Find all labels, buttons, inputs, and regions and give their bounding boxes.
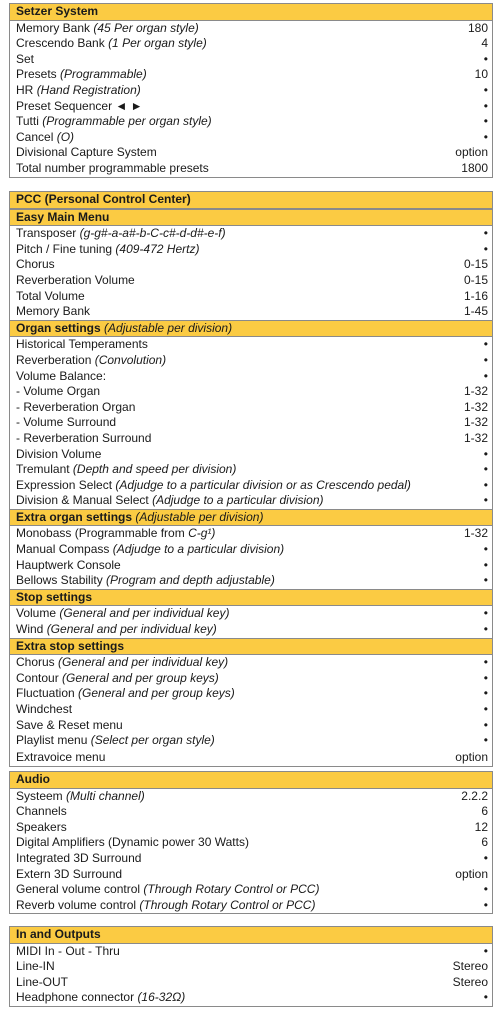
spec-value: •: [483, 82, 488, 97]
spec-list: [10, 789, 492, 914]
label-text: Extern 3D Surround: [16, 866, 123, 881]
spec-label: [16, 622, 217, 638]
spec-value: 1-16: [463, 288, 488, 303]
spec-label: [16, 447, 101, 463]
spec-row: [10, 804, 492, 820]
spec-value: •: [483, 702, 488, 716]
spec-row: [10, 99, 492, 115]
label-text: Save & Reset menu: [16, 717, 123, 732]
label-text: Reverberation: [16, 352, 92, 367]
spec-row: [10, 990, 492, 1006]
spec-value: •: [483, 337, 488, 352]
label-text: Cancel: [16, 129, 54, 144]
spec-label: [16, 606, 229, 622]
spec-row: [10, 478, 492, 494]
spec-row: [10, 820, 492, 836]
spec-value: •: [483, 717, 488, 732]
label-text: Reverb volume control: [16, 897, 137, 912]
label-text: Windchest: [16, 702, 73, 716]
spec-row: [10, 462, 492, 478]
spec-value: •: [483, 462, 488, 477]
spec-label: [16, 835, 249, 851]
label-text: Extra organ settings: [16, 509, 133, 524]
label-text: Total number programmable presets: [16, 160, 209, 175]
subsection-title: [16, 210, 109, 226]
spec-row: [10, 622, 492, 638]
label-note: (Adjudge to a particular division): [112, 542, 285, 557]
spec-value: option: [455, 749, 488, 764]
spec-label: [16, 558, 121, 574]
label-note: (Adjustable per division): [104, 320, 233, 335]
spec-value: 6: [481, 835, 488, 850]
section-in-and-outputs: [9, 926, 493, 1007]
spec-value: 12: [474, 819, 488, 834]
spec-row: [10, 114, 492, 130]
spec-label: [16, 384, 100, 400]
label-note: (General and per individual key): [46, 622, 217, 637]
label-text: Division & Manual Select: [16, 493, 149, 508]
label-text: Volume: [16, 606, 57, 621]
spec-label: [16, 990, 185, 1006]
label-text: Historical Temperaments: [16, 337, 148, 352]
spec-label: [16, 431, 151, 447]
subsection-title: [16, 321, 232, 337]
label-note: (Multi channel): [66, 788, 145, 803]
spec-row: [10, 573, 492, 589]
label-note: (1 Per organ style): [108, 36, 207, 51]
spec-row: [10, 369, 492, 385]
spec-row: [10, 273, 492, 289]
spec-row: [10, 304, 492, 320]
spec-row: [10, 289, 492, 305]
spec-value: Stereo: [452, 959, 488, 974]
spec-row: [10, 944, 492, 960]
label-note: (Depth and speed per division): [72, 462, 237, 477]
label-text: Digital Amplifiers (Dynamic power 30 Watts): [16, 835, 249, 850]
spec-label: [16, 52, 34, 68]
spec-value: •: [483, 882, 488, 897]
spec-row: [10, 882, 492, 898]
label-text: Chorus: [16, 257, 55, 272]
spec-value: •: [483, 606, 488, 621]
spec-row: [10, 655, 492, 671]
spec-label: [16, 671, 219, 687]
spec-value: 1-45: [463, 304, 488, 319]
label-text: Fluctuation: [16, 686, 75, 701]
label-text: Preset Sequencer ◄ ►: [16, 98, 143, 113]
label-text: Pitch / Fine tuning: [16, 241, 113, 256]
label-text: Expression Select: [16, 477, 113, 492]
spec-label: [16, 353, 166, 369]
label-note: (O): [56, 129, 75, 144]
spec-value: 1-32: [463, 526, 488, 541]
label-text: Channels: [16, 804, 67, 819]
spec-value: •: [483, 897, 488, 912]
spec-label: [16, 789, 145, 805]
spec-label: [16, 99, 142, 115]
spec-label: [16, 242, 199, 258]
spec-row: [10, 526, 492, 542]
spec-value: Stereo: [452, 974, 488, 989]
spec-label: [16, 400, 135, 416]
spec-label: [16, 369, 106, 385]
label-text: Total Volume: [16, 288, 85, 303]
spec-label: [16, 114, 212, 130]
spec-value: •: [483, 622, 488, 637]
section-title: Audio: [16, 772, 50, 786]
spec-row: [10, 36, 492, 52]
subsection-title: [16, 510, 263, 526]
spec-value: 10: [474, 67, 488, 82]
label-text: Divisional Capture System: [16, 145, 157, 160]
label-note: (45 Per organ style): [93, 20, 199, 35]
spec-list: [10, 209, 492, 766]
spec-row: [10, 867, 492, 883]
spec-value: •: [483, 670, 488, 685]
spec-row: [10, 242, 492, 258]
subsection-header: [10, 638, 492, 656]
spec-label: [16, 733, 215, 749]
spec-row: [10, 447, 492, 463]
spec-label: [16, 226, 226, 242]
section-header: [10, 927, 492, 944]
spec-label: [16, 702, 72, 718]
label-text: Chorus: [16, 655, 55, 670]
section-header: [10, 4, 492, 21]
spec-row: [10, 702, 492, 718]
section-audio: [9, 771, 493, 914]
label-text: Crescendo Bank: [16, 36, 105, 51]
spec-row: [10, 975, 492, 991]
spec-row: [10, 686, 492, 702]
spec-value: 1-32: [463, 415, 488, 430]
spec-value: •: [483, 542, 488, 557]
label-text: Organ settings: [16, 320, 101, 335]
spec-row: [10, 671, 492, 687]
spec-value: •: [483, 51, 488, 66]
spec-value: •: [483, 990, 488, 1005]
label-note: (16-32Ω): [137, 990, 186, 1005]
label-note: (Convolution): [94, 352, 167, 367]
spec-row: [10, 749, 492, 766]
label-text: Speakers: [16, 819, 67, 834]
section-pcc: [9, 191, 493, 767]
label-text: - Reverberation Organ: [16, 399, 136, 414]
label-text: Hauptwerk Console: [16, 557, 121, 572]
spec-value: 1-32: [463, 399, 488, 414]
spec-value: •: [483, 733, 488, 748]
spec-row: [10, 431, 492, 447]
spec-row: [10, 67, 492, 83]
spec-label: [16, 820, 67, 836]
label-note: (Adjudge to a particular division): [152, 493, 324, 508]
spec-value: •: [483, 943, 488, 958]
spec-label: [16, 686, 235, 702]
subsection-header: [10, 589, 492, 607]
spec-label: [16, 67, 147, 83]
spec-label: [16, 462, 236, 478]
label-text: Headphone connector: [16, 990, 135, 1005]
label-text: Systeem: [16, 788, 63, 803]
spec-value: 0-15: [463, 272, 488, 287]
label-note: (Adjustable per division): [135, 509, 264, 524]
spec-row: [10, 400, 492, 416]
spec-row: [10, 52, 492, 68]
spec-label: [16, 478, 411, 494]
section-setzer-system: [9, 3, 493, 178]
spec-row: [10, 959, 492, 975]
spec-label: [16, 145, 157, 161]
spec-label: [16, 21, 199, 37]
label-text: Transposer: [16, 226, 77, 241]
spec-label: [16, 493, 324, 509]
spec-value: 6: [481, 804, 488, 819]
label-note: (Program and depth adjustable): [106, 573, 275, 588]
spec-row: [10, 161, 492, 177]
spec-value: 180: [467, 20, 488, 35]
spec-label: [16, 257, 55, 273]
label-note: (General and per individual key): [58, 655, 229, 670]
subsection-title: [16, 639, 124, 655]
label-text: Extravoice menu: [16, 749, 106, 764]
spec-label: [16, 304, 90, 320]
label-text: Presets: [16, 67, 57, 82]
section-header: [10, 192, 492, 209]
subsection-header: [10, 209, 492, 227]
spec-label: [16, 944, 120, 960]
spec-value: •: [483, 98, 488, 113]
label-note: (General and per group keys): [62, 670, 219, 685]
label-text: Playlist menu: [16, 733, 88, 748]
label-text: Tutti: [16, 114, 39, 129]
spec-row: [10, 353, 492, 369]
label-text: Stop settings: [16, 589, 93, 604]
label-note: (Programmable per organ style): [42, 114, 212, 129]
spec-label: [16, 804, 67, 820]
spec-value: •: [483, 686, 488, 701]
label-note: (Select per organ style): [90, 733, 215, 748]
label-note: (Through Rotary Control or PCC): [143, 882, 320, 897]
section-title: Setzer System: [16, 4, 99, 18]
label-note: (409-472 Hertz): [115, 241, 200, 256]
spec-row: [10, 83, 492, 99]
spec-value: 1800: [461, 160, 488, 175]
label-text: Memory Bank: [16, 20, 91, 35]
spec-label: [16, 36, 207, 52]
spec-row: [10, 898, 492, 914]
label-text: Division Volume: [16, 446, 102, 461]
label-text: Reverberation Volume: [16, 272, 135, 287]
spec-list: [10, 944, 492, 1006]
spec-label: [16, 542, 284, 558]
label-text: MIDI In - Out - Thru: [16, 943, 120, 958]
spec-label: [16, 882, 319, 898]
label-text: Volume Balance:: [16, 368, 107, 383]
spec-value: •: [483, 226, 488, 241]
spec-value: 4: [481, 36, 488, 51]
spec-row: [10, 789, 492, 805]
spec-label: [16, 83, 141, 99]
label-text: Contour: [16, 670, 59, 685]
label-note: (General and per group keys): [78, 686, 235, 701]
section-title: In and Outputs: [16, 927, 101, 941]
label-text: Memory Bank: [16, 304, 91, 319]
spec-row: [10, 415, 492, 431]
spec-label: [16, 898, 315, 914]
spec-label: [16, 749, 105, 766]
spec-row: [10, 851, 492, 867]
spec-value: •: [483, 352, 488, 367]
spec-label: [16, 975, 68, 991]
spec-value: •: [483, 557, 488, 572]
label-text: Wind: [16, 622, 44, 637]
label-text: - Reverberation Surround: [16, 430, 152, 445]
spec-value: 0-15: [463, 257, 488, 272]
subsection-title: [16, 590, 92, 606]
spec-row: [10, 21, 492, 37]
label-note: (General and per individual key): [59, 606, 230, 621]
label-text: - Volume Organ: [16, 384, 101, 399]
spec-row: [10, 542, 492, 558]
spec-label: [16, 161, 209, 177]
label-text: Bellows Stability: [16, 573, 103, 588]
spec-label: [16, 337, 148, 353]
spec-value: •: [483, 129, 488, 144]
spec-value: •: [483, 368, 488, 383]
label-text: Line-OUT: [16, 974, 69, 989]
spec-label: [16, 851, 141, 867]
spec-row: [10, 257, 492, 273]
spec-label: [16, 718, 123, 734]
spec-row: [10, 384, 492, 400]
section-title: PCC (Personal Control Center): [16, 192, 191, 206]
section-header: [10, 772, 492, 789]
subsection-header: [10, 509, 492, 527]
label-text: Set: [16, 51, 35, 66]
spec-value: 2.2.2: [461, 788, 488, 803]
label-text: Monobass (Programmable from: [16, 526, 185, 541]
spec-value: •: [483, 446, 488, 461]
spec-row: [10, 145, 492, 161]
spec-value: •: [483, 493, 488, 508]
spec-value: •: [483, 477, 488, 492]
spec-label: [16, 867, 122, 883]
spec-row: [10, 718, 492, 734]
spec-label: [16, 273, 135, 289]
spec-row: [10, 493, 492, 509]
spec-row: [10, 835, 492, 851]
spec-row: [10, 733, 492, 749]
spec-row: [10, 226, 492, 242]
spec-value: •: [483, 850, 488, 865]
label-note: (Hand Registration): [36, 82, 141, 97]
spec-value: 1-32: [463, 430, 488, 445]
spec-label: [16, 526, 215, 542]
label-text: General volume control: [16, 882, 141, 897]
label-text: HR: [16, 82, 34, 97]
label-text: Line-IN: [16, 959, 55, 974]
spec-value: 1-32: [463, 384, 488, 399]
subsection-header: [10, 320, 492, 338]
label-text: Extra stop settings: [16, 638, 125, 653]
spec-row: [10, 130, 492, 146]
label-text: Easy Main Menu: [16, 209, 110, 224]
label-note: (g-g#-a-a#-b-C-c#-d-d#-e-f): [79, 226, 226, 241]
spec-value: •: [483, 655, 488, 670]
spec-label: [16, 130, 74, 146]
label-note: (Adjudge to a particular division or as Crescendo pedal): [115, 477, 411, 492]
spec-value: option: [455, 145, 488, 160]
spec-label: [16, 573, 275, 589]
spec-value: •: [483, 241, 488, 256]
label-note: (Through Rotary Control or PCC): [139, 897, 316, 912]
spec-value: •: [483, 114, 488, 129]
label-text: Integrated 3D Surround: [16, 850, 142, 865]
spec-label: [16, 959, 55, 975]
label-note: C-g¹): [188, 526, 216, 541]
label-text: Manual Compass: [16, 542, 110, 557]
spec-row: [10, 337, 492, 353]
spec-value: option: [455, 866, 488, 881]
label-text: - Volume Surround: [16, 415, 117, 430]
spec-row: [10, 558, 492, 574]
spec-row: [10, 606, 492, 622]
spec-value: •: [483, 573, 488, 588]
label-note: (Programmable): [60, 67, 147, 82]
spec-label: [16, 655, 228, 671]
spec-list: [10, 21, 492, 177]
spec-label: [16, 415, 116, 431]
spec-label: [16, 289, 85, 305]
label-text: Tremulant: [16, 462, 70, 477]
